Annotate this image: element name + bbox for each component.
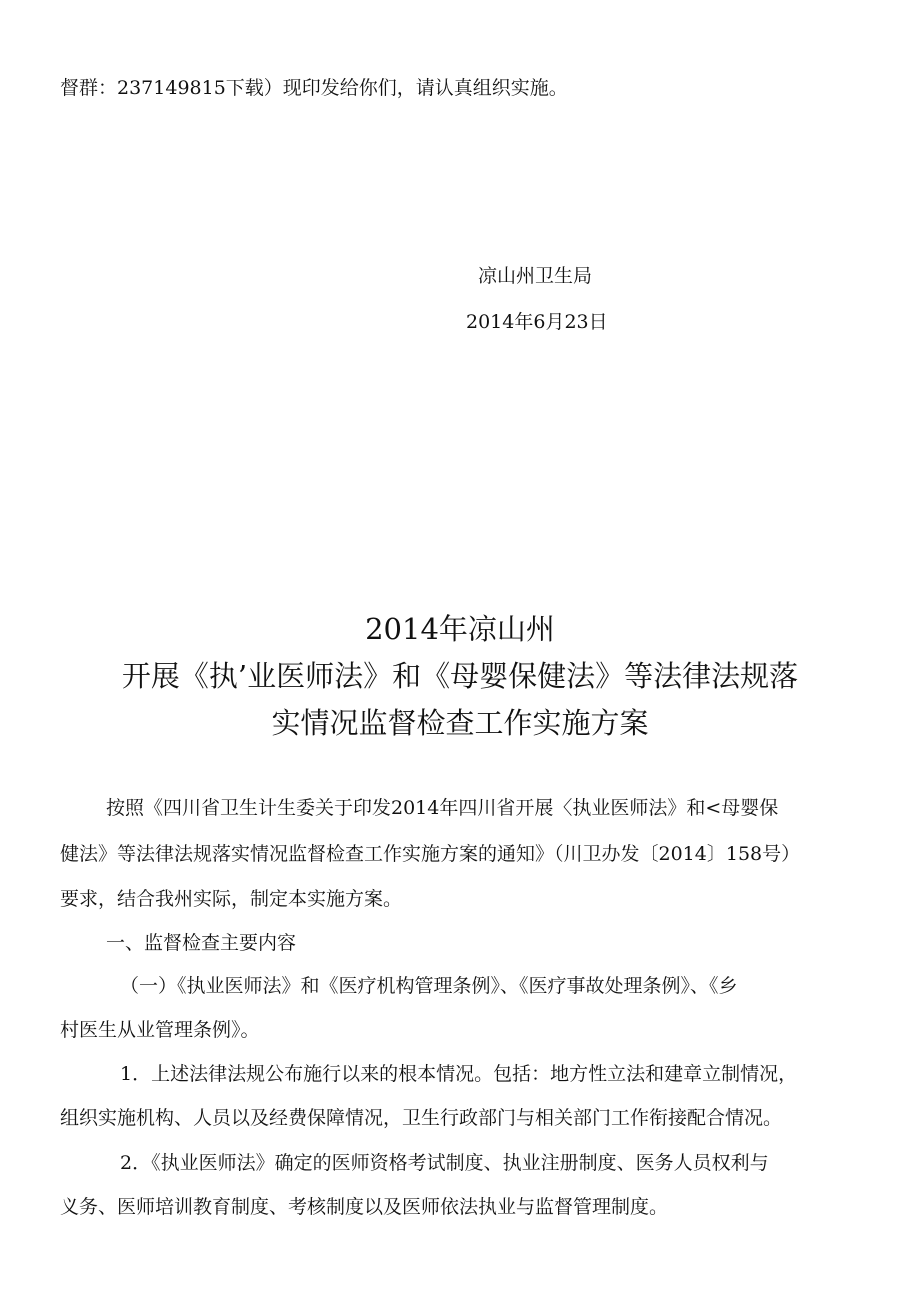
item-1-line-2: 组织实施机构、人员以及经费保障情况，卫生行政部门与相关部门工作衔接配合情况。 [60, 1107, 783, 1129]
intro-line: 督群：237149815下载）现印发给你们，请认真组织实施。 [60, 77, 568, 99]
item-2-line-1: 2．《执业医师法》确定的医师资格考试制度、执业注册制度、医务人员权利与 [120, 1152, 769, 1174]
signature-date: 2014年6月23日 [466, 311, 608, 333]
document-title-line-3: 实情况监督检查工作实施方案 [271, 706, 649, 740]
item-1-line-1: 1．上述法律法规公布施行以来的根本情况。包括：地方性立法和建章立制情况， [120, 1063, 798, 1085]
paragraph-1-line-3: 要求，结合我州实际，制定本实施方案。 [60, 888, 403, 910]
paragraph-1-line-1: 按照《四川省卫生计生委关于印发2014年四川省开展〈执业医师法》和<母婴保 [106, 797, 779, 819]
paragraph-1-line-2: 健法》等法律法规落实情况监督检查工作实施方案的通知》（川卫办发〔2014〕158号） [60, 843, 801, 865]
signature-organization: 凉山州卫生局 [478, 265, 593, 287]
document-title-line-2: 开展《执’业医师法》和《母婴保健法》等法律法规落 [121, 659, 799, 693]
subsection-1-line-1: （一）《执业医师法》和《医疗机构管理条例》、《医疗事故处理条例》、《乡 [120, 975, 738, 997]
subsection-1-line-2: 村医生从业管理条例》。 [60, 1019, 260, 1041]
item-2-line-2: 义务、医师培训教育制度、考核制度以及医师依法执业与监督管理制度。 [60, 1196, 669, 1218]
section-heading-1: 一、监督检查主要内容 [106, 932, 297, 954]
document-title-line-1: 2014年凉山州 [365, 612, 555, 646]
